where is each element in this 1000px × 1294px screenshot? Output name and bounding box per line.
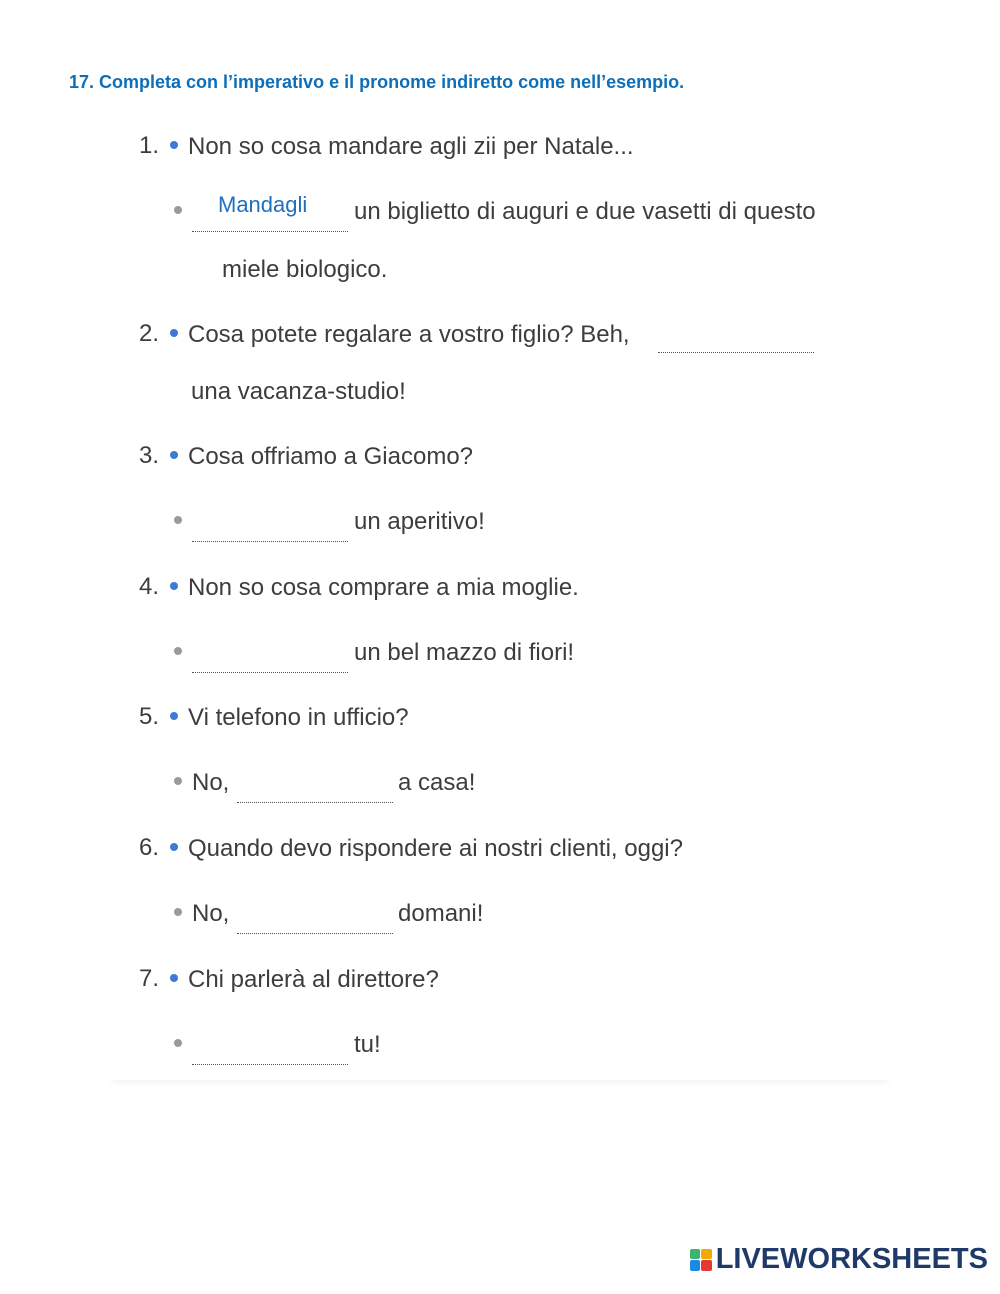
item-number: 6. (139, 834, 160, 861)
liveworksheets-logo[interactable] (690, 1243, 988, 1276)
question-text: Vi telefono in ufficio? (188, 704, 409, 731)
question-text: Non so cosa comprare a mia moglie. (188, 574, 579, 601)
question-text-continued: una vacanza-studio! (191, 378, 406, 405)
answer-bullet (174, 1039, 182, 1047)
question-text: Quando devo rispondere ai nostri clienti, oggi? (188, 835, 683, 862)
question-bullet (170, 712, 178, 720)
question-text: Cosa offriamo a Giacomo? (188, 443, 474, 470)
answer-bullet (174, 908, 182, 916)
answer-text-continued: miele biologico. (222, 256, 388, 283)
answer-text: un bel mazzo di fiori! (354, 639, 575, 666)
answer-prefix: No, (192, 769, 230, 796)
answer-bullet (174, 647, 182, 655)
answer-text: a casa! (398, 769, 476, 796)
answer-bullet (174, 777, 182, 785)
answer-blank[interactable] (192, 540, 348, 542)
answer-text: un biglietto di auguri e due vasetti di questo (354, 198, 816, 225)
question-bullet (170, 974, 178, 982)
answer-blank[interactable] (237, 801, 393, 803)
answer-blank[interactable] (192, 230, 348, 232)
answer-bullet (174, 206, 182, 214)
answer-blank[interactable] (192, 671, 348, 673)
answer-blank[interactable] (237, 932, 393, 934)
answer-prefix: No, (192, 900, 230, 927)
question-bullet (170, 141, 178, 149)
item-number: 5. (139, 703, 160, 730)
question-text: Chi parlerà al direttore? (188, 966, 439, 993)
liveworksheets-logo-icon (690, 1249, 712, 1271)
question-bullet (170, 843, 178, 851)
question-bullet (170, 329, 178, 337)
answer-bullet (174, 516, 182, 524)
question-bullet (170, 582, 178, 590)
item-number: 1. (139, 132, 160, 159)
answer-input[interactable]: Mandagli (218, 192, 308, 217)
exercise-heading: 17. Completa con l’imperativo e il pronome indiretto come nell’esempio. (69, 72, 685, 92)
answer-text: tu! (354, 1031, 381, 1058)
item-number: 7. (139, 965, 160, 992)
question-bullet (170, 451, 178, 459)
question-text: Non so cosa mandare agli zii per Natale... (188, 133, 634, 160)
answer-blank[interactable] (192, 1063, 348, 1065)
item-number: 2. (139, 320, 160, 347)
item-number: 4. (139, 573, 160, 600)
item-number: 3. (139, 442, 160, 469)
answer-text: domani! (398, 900, 484, 927)
answer-text: un aperitivo! (354, 508, 485, 535)
answer-blank[interactable] (658, 351, 814, 353)
question-text: Cosa potete regalare a vostro figlio? Beh, (188, 321, 630, 348)
logo-text: LIVEWORKSHEETS (715, 1243, 988, 1275)
